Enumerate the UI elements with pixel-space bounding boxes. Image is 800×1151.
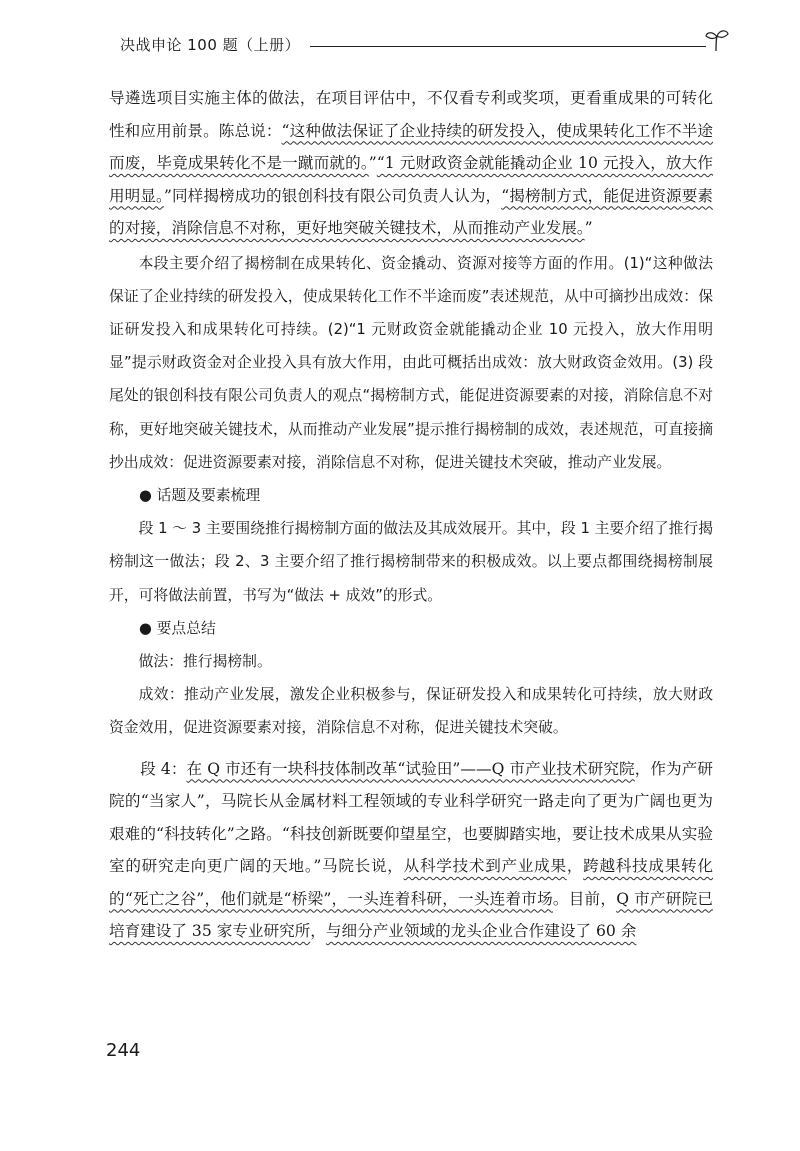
underlined-quote: “这种做法保证了企业持续的研发投入，使成果转化工作不半途而废，毕竟成果转化不是一蹴而就的。 xyxy=(109,121,713,172)
header-rule xyxy=(310,46,706,47)
underlined-quote: “1 元财政资金就能撬动企业 10 元投入，放大作用明显。 xyxy=(109,154,714,205)
passage-text: ，作为产研院的“当家人”，马院长从金属材料工程领域的专业科学研究一路走向了更为广阔也更为艰难的“科技转化”之路。“科技创新既要仰望星空，也要脚踏实地，要让技术成果从实验室的研究走向更广阔的天地。”马院长说， xyxy=(109,759,713,876)
passage-text: ” xyxy=(368,154,377,172)
header-title: 决战申论 100 题（上册） xyxy=(120,36,301,54)
underlined-quote: 从科学技术到产业成果 xyxy=(403,857,567,876)
passage-segment-4 xyxy=(109,753,713,948)
underlined-quote: 与细分产业领域的龙头企业合作建设了 60 余 xyxy=(325,922,637,941)
passage-segment-3-tail xyxy=(109,82,713,245)
passage-text: ”同样揭榜成功的银创科技有限公司负责人认为， xyxy=(163,186,502,205)
underlined-quote: Q 市产研院已培育建设了 35 家专业研究所 xyxy=(109,889,713,941)
topic-paragraph: 段 1 ～ 3 主要围绕推行揭榜制方面的做法及其成效展开。其中，段 1 主要介绍了推行揭榜制这一做法；段 2、3 主要介绍了推行揭榜制带来的积极成效。以上要点都围绕揭榜制展开，可将做法前置，书写为“做法 + 成效”的形式。 xyxy=(109,520,713,604)
page-number: 244 xyxy=(106,1040,141,1061)
underlined-quote: 跨越科技成果转化的“死亡之谷”，他们就是“桥梁”，一头连着科研，一头连着市场 xyxy=(109,857,713,908)
passage-text: ” xyxy=(584,219,593,237)
passage-text: ， xyxy=(310,922,326,941)
summary-heading: ● 要点总结 xyxy=(139,619,216,637)
underlined-quote: 在 Q 市还有一块科技体制改革“试验田”——Q 市产业技术研究院 xyxy=(186,759,635,778)
page-header xyxy=(120,30,730,60)
sprout-icon xyxy=(704,28,730,52)
segment-label: 段 4： xyxy=(140,759,187,778)
topic-heading: ● 话题及要素梳理 xyxy=(139,486,261,504)
effect-paragraph: 成效：推动产业发展，激发企业积极参与，保证研发投入和成果转化可持续，放大财政资金效用，促进资源要素对接，消除信息不对称，促进关键技术突破。 xyxy=(109,686,713,737)
underlined-quote: “揭榜制方式，能促进资源要素的对接，消除信息不对称，更好地突破关键技术，从而推动产业发展。 xyxy=(109,186,713,237)
page-content xyxy=(109,82,713,948)
passage-text: ， xyxy=(566,857,584,876)
passage-text: 导遴选项目实施主体的做法，在项目评估中，不仅看专利或奖项，更看重成果的可转化性和应用前景。陈总说： xyxy=(109,89,713,140)
analysis-paragraph: 本段主要介绍了揭榜制在成果转化、资金撬动、资源对接等方面的作用。(1)“这种做法保证了企业持续的研发投入，使成果转化工作不半途而废”表述规范，从中可摘抄出成效：保证研发投入和成果转化可持续。(2)“1 元财政资金就能撬动企业 10 元投入，放大作用明显”提示财政资金对企业投入具有放大作用，由此可概括出成效：放大财政资金效用。(3) 段尾处的银创科技有限公司负责人的观点“揭榜制方式，能促进资源要素的对接，消除信息不对称，更好地突破关键技术，从而推动产业发展”提示推行揭榜制的成效，表述规范，可直接摘抄出成效：促进资源要素对接，消除信息不对称，促进关键技术突破，推动产业发展。 xyxy=(109,254,713,471)
passage-text: 。目前， xyxy=(552,889,617,908)
practice-line: 做法：推行揭榜制。 xyxy=(138,652,272,670)
